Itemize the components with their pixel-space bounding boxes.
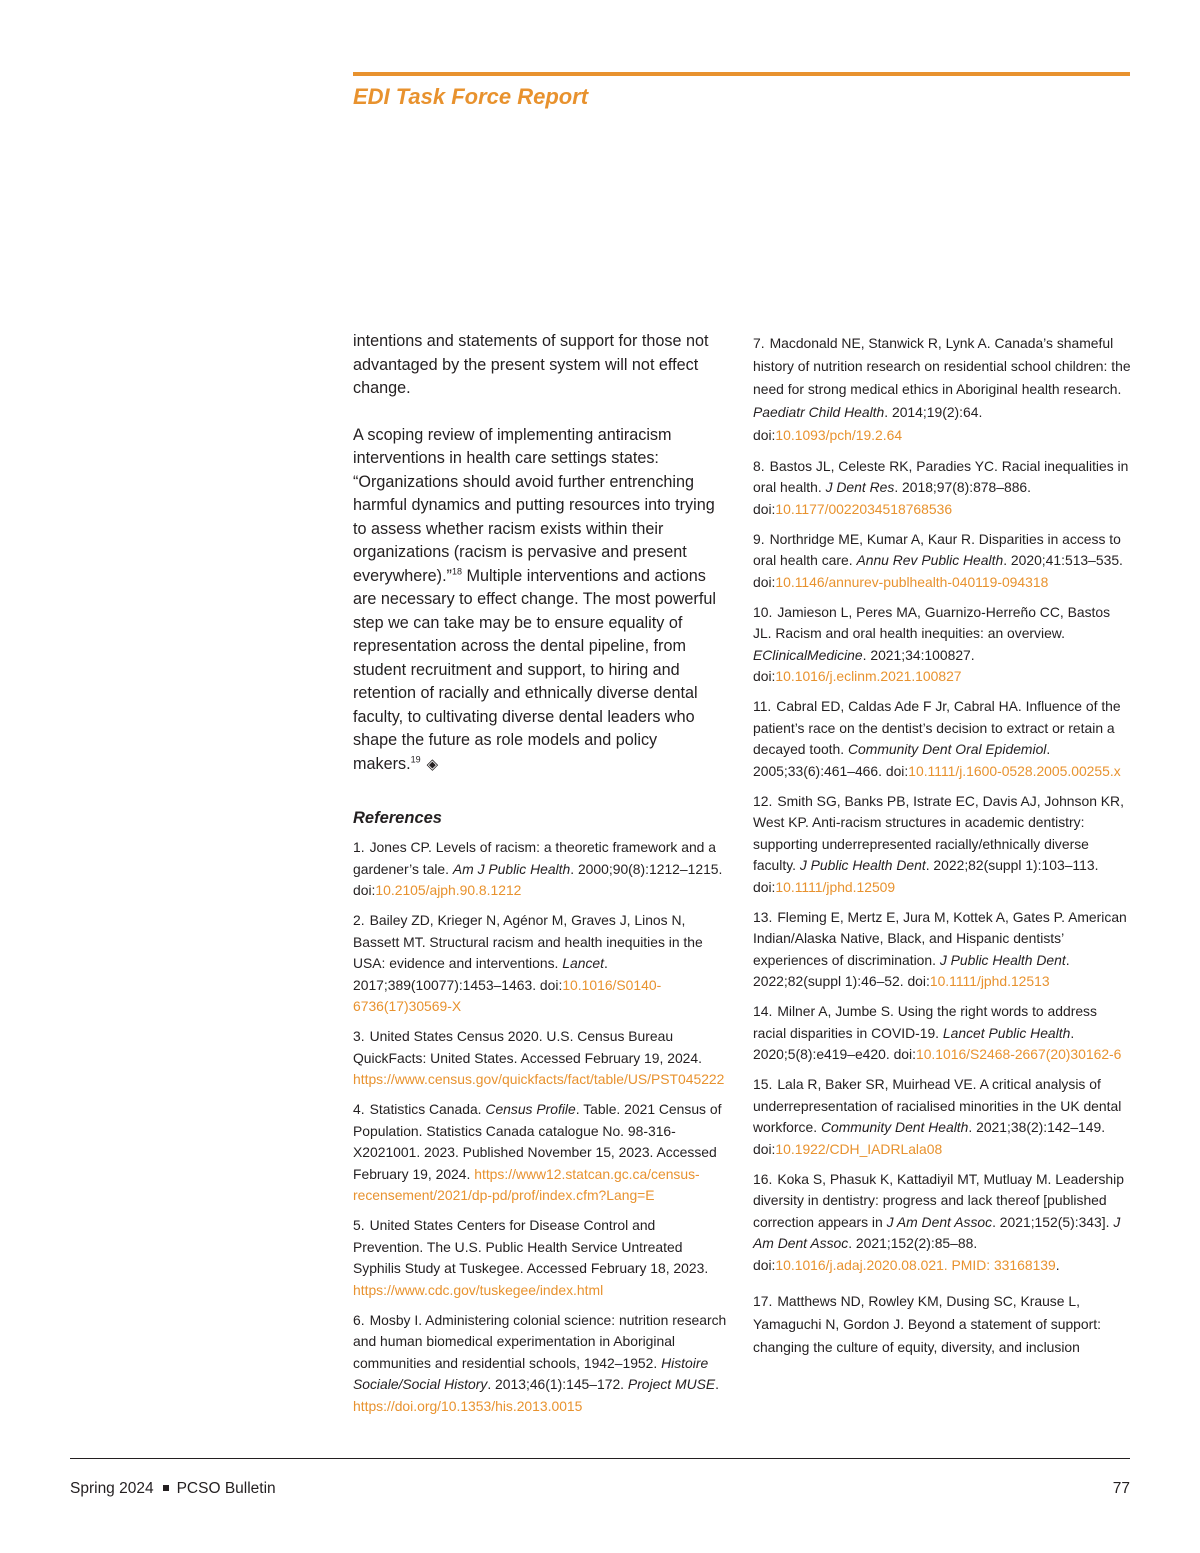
reference-10-link[interactable]: 10.1016/j.eclinm.2021.100827 (775, 668, 962, 684)
reference-7: 7. Macdonald NE, Stanwick R, Lynk A. Canada’s shameful history of nutrition research on residential school children: the need for strong medical ethics in Aboriginal health research. Paediatr Child Health. 2014;19(2):64. doi:10.1093/pch/19.2.64 (753, 335, 1131, 443)
reference-2: 2. Bailey ZD, Krieger N, Agénor M, Graves J, Linos N, Bassett MT. Structural racism and health inequities in the USA: evidence and interventions. Lancet. 2017;389(10077):1453–1463. doi:10.1016/S0140-6736(17)30569-X (353, 912, 703, 1014)
body-paragraph-1: intentions and statements of support for those not advantaged by the present system will not effect change. (353, 332, 709, 397)
citation-19: 19 (410, 754, 421, 765)
footer-publication: Spring 2024 PCSO Bulletin (70, 1480, 276, 1497)
reference-12-link[interactable]: 10.1111/jphd.12509 (775, 878, 896, 895)
reference-12: 12. Smith SG, Banks PB, Istrate EC, Davis AJ, Johnson KR, West KP. Anti-racism structures in academic dentistry: supporting underrepresented racially/ethnically diverse faculty. J Public Health Dent. 2022;82(suppl 1):103–113. doi:10.1111/jphd.12509 (753, 792, 1124, 895)
reference-3-link[interactable]: https://www.census.gov/quickfacts/fact/table/US/PST045222 (353, 1071, 725, 1087)
reference-2-link[interactable]: 10.1016/S0140-6736(17)30569-X (353, 976, 662, 1014)
reference-14: 14. Milner A, Jumbe S. Using the right words to address racial disparities in COVID-19. Lancet Public Health. 2020;5(8):e419–e420. doi:10.1016/S2468-2667(20)30162-6 (753, 1003, 1122, 1062)
reference-8-link[interactable]: 10.1177/0022034518768536 (775, 500, 953, 517)
reference-3: 3. United States Census 2020. U.S. Census Bureau QuickFacts: United States. Accessed February 19, 2024. https://www.census.gov/quickfacts/fact/table/US/PST045222 (353, 1028, 725, 1087)
reference-1: 1. Jones CP. Levels of racism: a theoretic framework and a gardener’s tale. Am J Public Health. 2000;90(8):1212–1215. doi:10.2105/ajph.90.8.1212 (353, 839, 723, 898)
right-column (753, 332, 1131, 1368)
reference-4-link[interactable]: https://www12.statcan.gc.ca/census-recensement/2021/dp-pd/prof/index.cfm?Lang=E (353, 1165, 700, 1203)
reference-17: 17. Matthews ND, Rowley KM, Dusing SC, Krause L, Yamaguchi N, Gordon J. Beyond a statement of support: changing the culture of equity, diversity, and inclusion (753, 1293, 1101, 1355)
citation-18: 18 (451, 566, 462, 577)
reference-4: 4. Statistics Canada. Census Profile. Table. 2021 Census of Population. Statistics Canada catalogue No. 98-316-X2021001. 2023. Published November 15, 2023. Accessed February 19, 2024. https://www12.statcan.gc.ca/census-recensement/2021/dp-pd/prof/index.cfm?Lang=E (353, 1101, 722, 1203)
body-paragraph-2: A scoping review of implementing antiracism interventions in health care settings states: “Organizations should avoid further entrenching harmful dynamics and putting resources into trying to assess whether racism exists within their organizations (racism is pervasive and present everywhere).”$^{18}$ Multiple interventions and actions are necessary to effect change. The most powerful step we can take may be to ensure equality of representation across the dental pipeline, from student recruitment and support, to hiring and retention of racially and ethnically diverse dental faculty, to cultivating diverse dental leaders who shape the future as role models and policy makers.$^{19}$ ◈ (353, 424, 728, 777)
page-number: 77 (1112, 1480, 1130, 1497)
reference-1-link[interactable]: 10.2105/ajph.90.8.1212 (375, 882, 522, 898)
end-of-article-icon: ◈ (426, 755, 439, 773)
reference-5: 5. United States Centers for Disease Control and Prevention. The U.S. Public Health Service Untreated Syphilis Study at Tuskegee. Accessed February 18, 2023. https://www.cdc.gov/tuskegee/index.html (353, 1217, 709, 1298)
reference-9-link[interactable]: 10.1146/annurev-publhealth-040119-094318 (775, 573, 1049, 590)
reference-13-link[interactable]: 10.1111/jphd.12513 (929, 973, 1050, 989)
reference-10: 10. Jamieson L, Peres MA, Guarnizo-Herreño CC, Bastos JL. Racism and oral health inequities: an overview. EClinicalMedicine. 2021;34:100827. doi:10.1016/j.eclinm.2021.100827 (753, 603, 1111, 684)
reference-11: 11. Cabral ED, Caldas Ade F Jr, Cabral HA. Influence of the patient’s race on the dentist’s decision to extract or retain a decayed tooth. Community Dent Oral Epidemiol. 2005;33(6):461–466. doi:10.1111/j.1600-0528.2005.00255.x (753, 698, 1121, 779)
footer-rule (70, 1458, 1130, 1459)
reference-8: 8. Bastos JL, Celeste RK, Paradies YC. Racial inequalities in oral health. J Dent Res. 2018;97(8):878–886. doi:10.1177/0022034518768536 (753, 457, 1129, 517)
reference-13: 13. Fleming E, Mertz E, Jura M, Kottek A, Gates P. American Indian/Alaska Native, Black, and Hispanic dentists’ experiences of discrimination. J Public Health Dent. 2022;82(suppl 1):46–52. doi:10.1111/jphd.12513 (753, 908, 1127, 989)
reference-6: 6. Mosby I. Administering colonial science: nutrition research and human biomedical experimentation in Aboriginal communities and residential schools, 1942–1952. Histoire Sociale/Social History. 2013;46(1):145–172. Project MUSE. https://doi.org/10.1353/his.2013.0015 (353, 1311, 727, 1414)
reference-14-link[interactable]: 10.1016/S2468-2667(20)30162-6 (915, 1046, 1122, 1062)
reference-16-link[interactable]: 10.1016/j.adaj.2020.08.021. PMID: 33168139 (775, 1256, 1056, 1273)
references-heading: References (353, 809, 442, 827)
reference-15: 15. Lala R, Baker SR, Muirhead VE. A critical analysis of underrepresentation of racialised minorities in the UK dental workforce. Community Dent Health. 2021;38(2):142–149. doi:10.1922/CDH_IADRLala08 (753, 1076, 1122, 1157)
reference-16: 16. Koka S, Phasuk K, Kattadiyil MT, Mutluay M. Leadership diversity in dentistry: progress and lack thereof [published correction appears in J Am Dent Assoc. 2021;152(5):343]. J Am Dent Assoc. 2021;152(2):85–88. doi:10.1016/j.adaj.2020.08.021. PMID: 33168139. (753, 1170, 1124, 1273)
reference-6-link[interactable]: https://doi.org/10.1353/his.2013.0015 (353, 1397, 583, 1414)
left-column (353, 330, 728, 1426)
bullet-square-icon (163, 1485, 169, 1491)
reference-15-link[interactable]: 10.1922/CDH_IADRLala08 (775, 1140, 943, 1157)
header-rule (353, 72, 1130, 76)
reference-9: 9. Northridge ME, Kumar A, Kaur R. Disparities in access to oral health care. Annu Rev Public Health. 2020;41:513–535. doi:10.1146/annurev-publhealth-040119-094318 (753, 530, 1123, 590)
reference-5-link[interactable]: https://www.cdc.gov/tuskegee/index.html (353, 1281, 604, 1298)
reference-7-link[interactable]: 10.1093/pch/19.2.64 (775, 427, 903, 443)
reference-11-link[interactable]: 10.1111/j.1600-0528.2005.00255.x (908, 762, 1121, 779)
report-title: EDI Task Force Report (353, 84, 589, 109)
